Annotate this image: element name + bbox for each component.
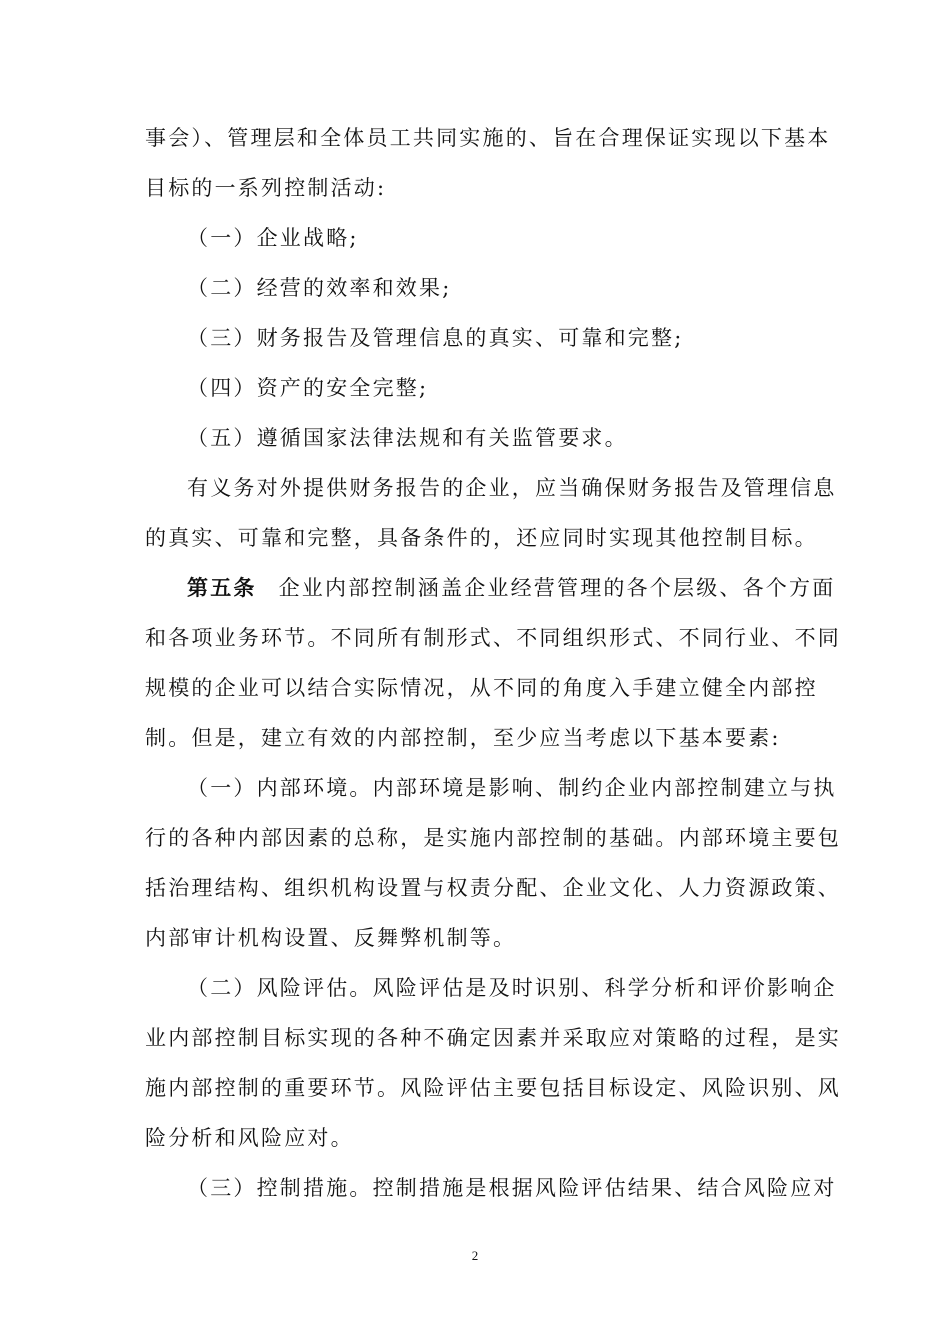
list-item: （二）经营的效率和效果; (187, 276, 452, 300)
text-line: 目标的一系列控制活动: (145, 176, 387, 200)
paragraph-line: 制。但是，建立有效的内部控制，至少应当考虑以下基本要素: (145, 726, 781, 750)
text-line: 事会）、管理层和全体员工共同实施的、旨在合理保证实现以下基本 (145, 126, 831, 150)
list-item: （三）财务报告及管理信息的真实、可靠和完整; (187, 326, 684, 350)
list-item: （一）内部环境。内部环境是影响、制约企业内部控制建立与执 (187, 776, 837, 800)
paragraph-line: 规模的企业可以结合实际情况，从不同的角度入手建立健全内部控 (145, 676, 818, 700)
paragraph-line: 括治理结构、组织机构设置与权责分配、企业文化、人力资源政策、 (145, 876, 841, 900)
list-item: （三）控制措施。控制措施是根据风险评估结果、结合风险应对 (187, 1176, 837, 1200)
list-item: （五）遵循国家法律法规和有关监管要求。 (187, 426, 628, 450)
article-text: 企业内部控制涵盖企业经营管理的各个层级、各个方面 (278, 576, 836, 600)
paragraph-line: 险分析和风险应对。 (145, 1126, 354, 1150)
list-item: （二）风险评估。风险评估是及时识别、科学分析和评价影响企 (187, 976, 837, 1000)
paragraph-line: 行的各种内部因素的总称，是实施内部控制的基础。内部环境主要包 (145, 826, 841, 850)
article-line (187, 573, 836, 603)
paragraph-line: 施内部控制的重要环节。风险评估主要包括目标设定、风险识别、风 (145, 1076, 841, 1100)
paragraph-line: 有义务对外提供财务报告的企业，应当确保财务报告及管理信息 (187, 476, 837, 500)
paragraph-line: 和各项业务环节。不同所有制形式、不同组织形式、不同行业、不同 (145, 626, 841, 650)
page-number: 2 (471, 1248, 479, 1263)
paragraph-line: 业内部控制目标实现的各种不确定因素并采取应对策略的过程，是实 (145, 1026, 841, 1050)
list-item: （四）资产的安全完整; (187, 376, 429, 400)
article-heading: 第五条 (187, 575, 257, 600)
paragraph-line: 内部审计机构设置、反舞弊机制等。 (145, 926, 517, 950)
paragraph-line: 的真实、可靠和完整，具备条件的，还应同时实现其他控制目标。 (145, 526, 818, 550)
list-item: （一）企业战略; (187, 226, 359, 250)
